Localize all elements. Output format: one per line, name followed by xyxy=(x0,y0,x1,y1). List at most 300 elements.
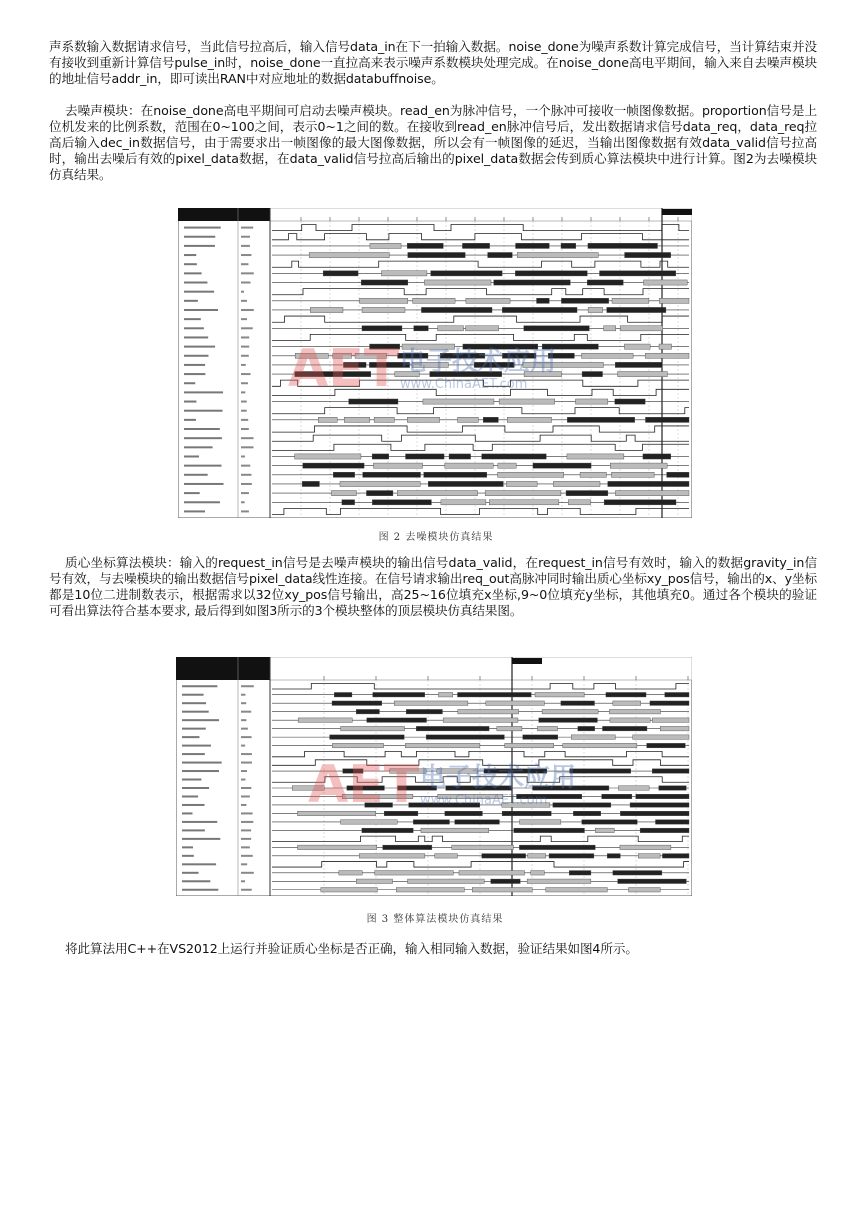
watermark-url: www.ChinaAET.com xyxy=(420,793,548,808)
signal-name-placeholder xyxy=(182,694,204,696)
bus-segment-light xyxy=(620,326,662,331)
signal-value-placeholder xyxy=(241,863,247,865)
bus-segment-light xyxy=(466,298,510,303)
bus-segment-light xyxy=(310,307,343,312)
signal-value-placeholder xyxy=(241,719,246,721)
cursor-label-box xyxy=(512,658,542,664)
signal-value-placeholder xyxy=(241,510,249,512)
bus-segment-light xyxy=(458,417,479,422)
bus-segment-light xyxy=(298,718,352,722)
signal-value-placeholder xyxy=(241,889,252,891)
bus-segment-light xyxy=(362,307,405,312)
bus-segment-light xyxy=(644,280,688,285)
signal-value-placeholder xyxy=(241,272,254,274)
bus-segment-dark xyxy=(662,854,689,858)
bus-segment-dark xyxy=(607,307,666,312)
bus-segment-light xyxy=(629,888,661,892)
signal-name-placeholder xyxy=(184,291,214,293)
signal-value-placeholder xyxy=(241,770,247,772)
signal-value-placeholder xyxy=(241,236,250,238)
signal-value-placeholder xyxy=(241,437,254,439)
bus-segment-light xyxy=(531,871,545,875)
signal-value-placeholder xyxy=(241,364,246,366)
signal-name-placeholder xyxy=(182,821,217,823)
bus-segment-dark xyxy=(302,481,319,486)
signal-name-placeholder xyxy=(182,846,193,848)
bus-segment-light xyxy=(612,298,649,303)
figure-2-denoise-simulation xyxy=(178,208,692,518)
aet-watermark xyxy=(308,755,576,815)
bus-segment-dark xyxy=(334,692,352,696)
signal-value-placeholder xyxy=(241,428,249,430)
signal-value-placeholder xyxy=(241,346,249,348)
signal-value-placeholder xyxy=(241,779,245,781)
figure-3-overall-simulation xyxy=(176,657,692,896)
bus-segment-light xyxy=(659,298,689,303)
bus-segment-dark xyxy=(414,326,429,331)
signal-name-placeholder xyxy=(184,419,196,421)
signal-value-placeholder xyxy=(241,455,245,457)
bus-segment-light xyxy=(407,417,439,422)
bus-segment-dark xyxy=(659,786,687,790)
bus-segment-light xyxy=(458,709,519,713)
bus-segment-dark xyxy=(373,692,425,696)
bus-segment-dark xyxy=(615,362,662,367)
bus-segment-light xyxy=(485,491,561,496)
signal-name-placeholder xyxy=(182,795,198,797)
bus-segment-light xyxy=(609,709,660,713)
bus-segment-dark xyxy=(413,820,449,824)
signal-value-placeholder xyxy=(241,373,251,375)
bus-segment-dark xyxy=(625,252,671,257)
bus-segment-dark xyxy=(606,692,646,696)
bus-segment-dark xyxy=(431,271,502,276)
bus-segment-light xyxy=(397,491,477,496)
signal-name-placeholder xyxy=(184,327,204,329)
signal-name-placeholder xyxy=(182,804,205,806)
bus-segment-dark xyxy=(607,854,620,858)
bus-segment-dark xyxy=(362,828,413,832)
signal-value-placeholder xyxy=(241,391,245,393)
bus-segment-dark xyxy=(421,307,492,312)
bus-segment-light xyxy=(374,417,394,422)
bus-segment-light xyxy=(298,845,377,849)
signal-value-placeholder xyxy=(241,254,251,256)
signal-value-placeholder xyxy=(241,465,250,467)
bus-segment-dark xyxy=(561,243,576,248)
watermark-logo: AET xyxy=(288,339,400,399)
bus-segment-light xyxy=(633,735,689,739)
bus-segment-light xyxy=(604,326,616,331)
bus-segment-dark xyxy=(488,252,513,257)
bus-segment-light xyxy=(620,845,671,849)
bus-segment-light xyxy=(563,743,637,747)
bus-segment-dark xyxy=(537,298,550,303)
signal-name-placeholder xyxy=(182,728,206,730)
bus-segment-dark xyxy=(455,820,500,824)
signal-value-placeholder xyxy=(241,702,246,704)
bus-segment-light xyxy=(528,854,546,858)
signal-name-placeholder xyxy=(184,254,196,256)
signal-name-placeholder xyxy=(182,829,205,831)
bus-segment-light xyxy=(459,871,525,875)
bus-segment-light xyxy=(359,854,425,858)
signal-name-placeholder xyxy=(184,236,215,238)
bus-segment-dark xyxy=(416,726,489,730)
signal-value-placeholder xyxy=(241,846,250,848)
bus-segment-light xyxy=(332,743,383,747)
signal-name-placeholder xyxy=(184,401,196,403)
bus-segment-dark xyxy=(566,491,608,496)
bus-segment-light xyxy=(610,718,650,722)
bus-segment-light xyxy=(615,491,689,496)
bus-segment-dark xyxy=(643,454,671,459)
bus-segment-light xyxy=(610,463,667,468)
bus-segment-dark xyxy=(604,500,676,505)
signal-name-placeholder xyxy=(184,455,199,457)
bus-segment-dark xyxy=(569,871,591,875)
bus-segment-light xyxy=(660,726,689,730)
signal-name-placeholder xyxy=(182,745,211,747)
signal-name-placeholder xyxy=(184,355,208,357)
signal-name-placeholder xyxy=(182,770,219,772)
bus-segment-light xyxy=(571,735,615,739)
bus-segment-light xyxy=(381,271,426,276)
signal-name-placeholder xyxy=(182,872,199,874)
signal-name-placeholder xyxy=(182,787,209,789)
bus-segment-light xyxy=(575,399,607,404)
bus-segment-light xyxy=(659,344,671,349)
time-ruler xyxy=(270,657,692,680)
signal-value-placeholder xyxy=(241,300,247,302)
signal-name-placeholder xyxy=(184,263,197,265)
bus-segment-dark xyxy=(449,454,471,459)
signal-name-placeholder xyxy=(182,889,218,891)
bus-segment-light xyxy=(507,417,551,422)
bus-segment-light xyxy=(645,353,689,358)
signal-value-placeholder xyxy=(241,753,252,755)
bus-segment-dark xyxy=(424,472,487,477)
bus-segment-light xyxy=(567,454,624,459)
bus-segment-dark xyxy=(519,845,595,849)
bus-segment-dark xyxy=(482,854,526,858)
signal-value-placeholder xyxy=(241,446,254,448)
bus-segment-dark xyxy=(602,794,632,798)
bus-segment-light xyxy=(497,726,522,730)
signal-name-placeholder xyxy=(184,272,202,274)
bus-segment-light xyxy=(394,701,468,705)
bus-segment-light xyxy=(424,280,491,285)
bus-segment-dark xyxy=(408,252,465,257)
signal-value-placeholder xyxy=(241,501,245,503)
bus-segment-light xyxy=(588,307,603,312)
bus-segment-dark xyxy=(608,481,689,486)
signal-name-placeholder xyxy=(182,719,219,721)
bus-segment-dark xyxy=(426,735,504,739)
bus-segment-dark xyxy=(667,472,689,477)
bus-segment-light xyxy=(618,372,668,377)
bus-segment-light xyxy=(613,701,641,705)
bus-segment-dark xyxy=(491,879,520,883)
paragraph-cpp-verification: 将此算法用C++在VS2012上运行并验证质心坐标是否正确，输入相同输入数据，验证结果如图4所示。 xyxy=(65,941,638,956)
bus-segment-dark xyxy=(428,481,503,486)
bus-segment-light xyxy=(445,463,493,468)
bus-segment-light xyxy=(611,472,654,477)
bus-segment-dark xyxy=(582,372,602,377)
bus-segment-light xyxy=(527,879,591,883)
bus-segment-dark xyxy=(587,280,623,285)
bus-segment-light xyxy=(435,854,458,858)
signal-value-placeholder xyxy=(241,401,247,403)
bus-segment-light xyxy=(441,500,486,505)
aet-watermark xyxy=(288,339,556,399)
signal-value-placeholder xyxy=(241,838,251,840)
bus-segment-dark xyxy=(636,794,689,798)
signal-value-placeholder xyxy=(241,327,253,329)
bus-segment-dark xyxy=(539,718,598,722)
bus-segment-light xyxy=(498,463,516,468)
signal-value-placeholder xyxy=(241,336,249,338)
bus-segment-dark xyxy=(372,500,431,505)
signal-value-placeholder xyxy=(241,804,246,806)
bus-segment-light xyxy=(438,326,464,331)
bus-segment-dark xyxy=(406,454,445,459)
signal-name-placeholder xyxy=(184,346,215,348)
paragraph-centroid-module: 质心坐标算法模块：输入的request_in信号是去噪声模块的输出信号data_valid，在request_in信号有效时，输入的数据gravity_in信号有效，与去噪模块的输出数据信号pixel_data线性连接。在信号请求输出req_out高脉冲同时输出质心坐标xy_pos信号，输出的x、y坐标都是10位二进制数表示，根据需求以32位xy_pos信号输出，高25~16位填充x坐标,9~0位填充y坐标，其他填充0。通过各个模块的验证可看出算法符合基本要求, 最后得到如图3所示的3个模块整体的顶层模块仿真结果图。 xyxy=(49,555,817,618)
bus-segment-dark xyxy=(665,692,689,696)
signal-value-placeholder xyxy=(241,728,248,730)
signal-name-placeholder xyxy=(184,309,218,311)
bus-segment-light xyxy=(360,298,408,303)
bus-segment-dark xyxy=(502,307,577,312)
bus-segment-light xyxy=(517,252,598,257)
bus-segment-dark xyxy=(524,326,590,331)
bus-segment-dark xyxy=(615,399,645,404)
watermark-chinese: 电子技术应用 xyxy=(420,763,577,793)
paragraph-noise-coefficient-end: 声系数输入数据请求信号，当此信号拉高后，输入信号data_in在下一拍输入数据。noise_done为噪声系数计算完成信号，当计算结束并没有接收到重新计算信号pulse_in时，noise_done一直拉高来表示噪声系数模块处理完成。在noise_done高电平期间，输入来自去噪声模块的地址信号addr_in，即可读出RAN中对应地址的数据databuffnoise。 xyxy=(49,39,817,86)
bus-segment-dark xyxy=(332,701,382,705)
signal-name-placeholder xyxy=(184,410,223,412)
bus-segment-light xyxy=(421,828,489,832)
bus-segment-dark xyxy=(650,701,689,705)
signal-value-placeholder xyxy=(241,492,249,494)
bus-segment-light xyxy=(413,298,455,303)
signal-value-placeholder xyxy=(241,245,250,247)
bus-segment-dark xyxy=(561,701,595,705)
paragraph-denoise-module: 去噪声模块：在noise_done高电平期间可启动去噪声模块。read_en为脉冲信号，一个脉冲可接收一帧图像数据。proportion信号是上位机发来的比例系数，范围在0~100之间，表示0~1之间的数。在接收到read_en脉冲信号后，发出数据请求信号data_req，data_req拉高后输入dec_in数据信号，由于需要求出一帧图像的最大图像数据，所以会有一帧图像的延迟，当输出图像数据有效data_valid信号拉高时，输出去噪后有效的pixel_data数据，在data_valid信号拉高后输出的pixel_data数据会传到质心算法模块中进行计算。图2为去噪模块仿真结果。 xyxy=(49,103,817,182)
signal-name-placeholder xyxy=(184,437,222,439)
bus-segment-light xyxy=(486,701,545,705)
waveform-header-left xyxy=(176,657,270,680)
bus-segment-dark xyxy=(578,726,595,730)
signal-value-placeholder xyxy=(241,812,253,814)
signal-value-placeholder xyxy=(241,736,252,738)
bus-segment-dark xyxy=(502,811,551,815)
signal-value-placeholder xyxy=(241,787,251,789)
bus-segment-light xyxy=(452,845,514,849)
bus-segment-dark xyxy=(573,811,600,815)
bus-segment-dark xyxy=(483,417,498,422)
bus-segment-light xyxy=(498,472,564,477)
bus-segment-light xyxy=(520,820,561,824)
bus-segment-light xyxy=(582,353,634,358)
bus-segment-dark xyxy=(647,743,686,747)
bus-segment-dark xyxy=(600,271,676,276)
bus-segment-dark xyxy=(570,769,631,773)
bus-segment-dark xyxy=(561,298,608,303)
signal-value-placeholder xyxy=(241,355,249,357)
bus-segment-light xyxy=(506,481,537,486)
bus-segment-light xyxy=(439,692,453,696)
bus-segment-dark xyxy=(515,271,587,276)
bus-segment-dark xyxy=(620,811,689,815)
signal-value-placeholder xyxy=(241,821,253,823)
bus-segment-light xyxy=(331,491,356,496)
bus-segment-light xyxy=(618,786,649,790)
bus-segment-dark xyxy=(356,709,379,713)
watermark-logo: AET xyxy=(308,755,420,815)
signal-name-placeholder xyxy=(182,838,220,840)
waveform-header-left xyxy=(178,208,270,221)
bus-segment-dark xyxy=(349,399,398,404)
bus-segment-light xyxy=(489,500,559,505)
signal-value-placeholder xyxy=(241,795,250,797)
watermark-url: www.ChinaAET.com xyxy=(400,377,528,392)
signal-value-placeholder xyxy=(241,474,251,476)
signal-name-placeholder xyxy=(182,855,194,857)
signal-value-placeholder xyxy=(241,694,245,696)
bus-segment-dark xyxy=(630,803,689,807)
signal-name-placeholder xyxy=(184,300,198,302)
bus-segment-dark xyxy=(342,500,355,505)
bus-segment-dark xyxy=(323,271,358,276)
signal-name-placeholder xyxy=(184,364,205,366)
bus-segment-dark xyxy=(613,871,662,875)
signal-value-placeholder xyxy=(241,685,254,687)
bus-segment-dark xyxy=(366,491,392,496)
bus-segment-light xyxy=(341,726,405,730)
bus-segment-light xyxy=(321,888,378,892)
signal-value-placeholder xyxy=(241,880,245,882)
signal-name-placeholder xyxy=(182,880,210,882)
signal-value-placeholder xyxy=(241,309,254,311)
bus-segment-light xyxy=(499,399,555,404)
cursor-label-box xyxy=(662,209,692,215)
bus-segment-light xyxy=(295,454,361,459)
bus-segment-light xyxy=(624,344,650,349)
bus-segment-dark xyxy=(655,820,689,824)
signal-name-placeholder xyxy=(182,762,222,764)
signal-name-placeholder xyxy=(184,483,224,485)
bus-segment-light xyxy=(408,879,485,883)
signal-name-placeholder xyxy=(182,702,206,704)
bus-segment-dark xyxy=(567,417,634,422)
signal-name-placeholder xyxy=(184,318,201,320)
bus-segment-light xyxy=(638,854,660,858)
bus-segment-light xyxy=(370,243,401,248)
bus-segment-light xyxy=(341,820,398,824)
bus-segment-dark xyxy=(406,709,442,713)
bus-segment-light xyxy=(537,726,557,730)
signal-value-placeholder xyxy=(241,291,244,293)
bus-segment-light xyxy=(546,888,608,892)
bus-segment-dark xyxy=(553,803,611,807)
signal-name-placeholder xyxy=(182,753,205,755)
bus-segment-dark xyxy=(482,454,547,459)
signal-name-placeholder xyxy=(184,391,223,393)
bus-segment-light xyxy=(318,417,337,422)
bus-segment-dark xyxy=(362,326,402,331)
bus-segment-dark xyxy=(372,454,389,459)
bus-segment-light xyxy=(339,871,362,875)
bus-segment-dark xyxy=(367,718,427,722)
signal-name-placeholder xyxy=(184,465,222,467)
signal-value-placeholder xyxy=(241,419,248,421)
bus-segment-dark xyxy=(303,463,364,468)
bus-segment-light xyxy=(542,709,598,713)
bus-segment-dark xyxy=(582,820,637,824)
bus-segment-dark xyxy=(361,280,408,285)
time-ruler xyxy=(270,208,692,221)
bus-segment-dark xyxy=(458,692,532,696)
waveform-denoise-module xyxy=(178,208,692,518)
signal-name-placeholder xyxy=(182,812,193,814)
waveform-overall-module xyxy=(176,657,692,896)
signal-name-placeholder xyxy=(184,474,208,476)
bus-segment-light xyxy=(396,888,464,892)
signal-value-placeholder xyxy=(241,263,248,265)
signal-name-placeholder xyxy=(182,863,216,865)
signal-value-placeholder xyxy=(241,483,252,485)
bus-segment-light xyxy=(356,879,392,883)
bus-segment-dark xyxy=(516,243,550,248)
figure-2-caption: 图 2 去噪模块仿真结果 xyxy=(378,532,494,543)
signal-name-placeholder xyxy=(182,736,199,738)
signal-name-placeholder xyxy=(184,373,205,375)
bus-segment-light xyxy=(375,871,454,875)
bus-segment-light xyxy=(580,472,606,477)
bus-segment-dark xyxy=(333,472,354,477)
signal-value-placeholder xyxy=(241,318,247,320)
bus-segment-light xyxy=(344,417,369,422)
signal-value-placeholder xyxy=(241,382,248,384)
bus-segment-dark xyxy=(523,735,558,739)
bus-segment-dark xyxy=(602,726,646,730)
signal-value-placeholder xyxy=(241,872,254,874)
signal-name-placeholder xyxy=(184,227,221,229)
signal-name-placeholder xyxy=(182,685,217,687)
signal-value-placeholder xyxy=(241,227,253,229)
bus-segment-light xyxy=(466,326,499,331)
bus-segment-light xyxy=(652,718,689,722)
bus-segment-dark xyxy=(533,463,591,468)
bus-segment-dark xyxy=(407,243,443,248)
bus-segment-light xyxy=(309,252,389,257)
signal-name-placeholder xyxy=(184,501,220,503)
watermark-chinese: 电子技术应用 xyxy=(400,347,557,377)
bus-segment-dark xyxy=(588,243,658,248)
bus-segment-dark xyxy=(383,845,432,849)
bus-segment-light xyxy=(472,888,532,892)
signal-value-placeholder xyxy=(241,829,251,831)
bus-segment-light xyxy=(595,828,614,832)
signal-name-placeholder xyxy=(184,510,205,512)
signal-value-placeholder xyxy=(241,762,252,764)
bus-segment-light xyxy=(553,481,600,486)
signal-value-placeholder xyxy=(241,410,247,412)
bus-segment-light xyxy=(505,743,554,747)
bus-segment-dark xyxy=(549,854,594,858)
